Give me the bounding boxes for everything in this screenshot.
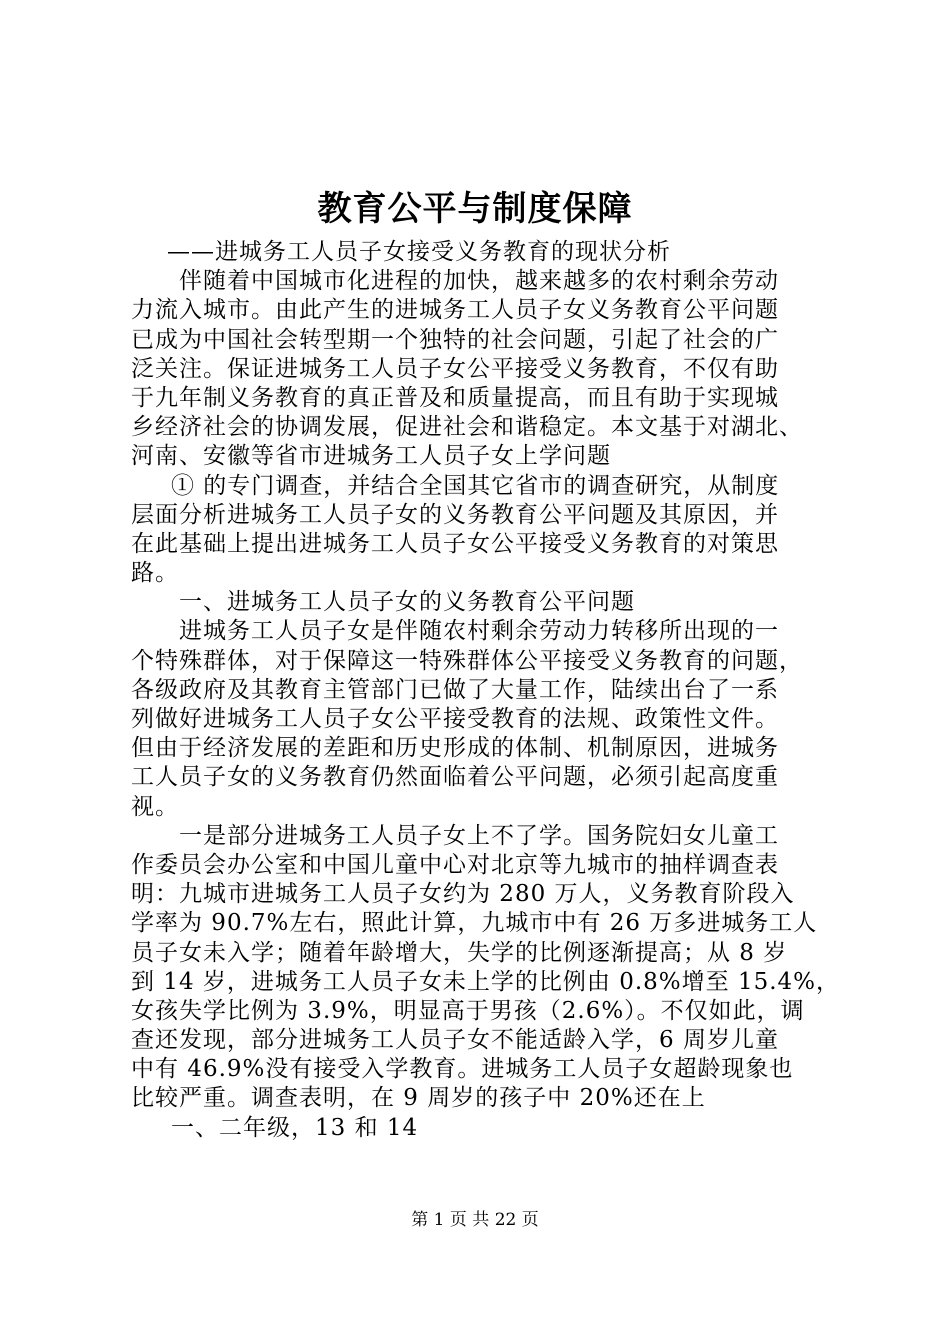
document-body (131, 238, 841, 1143)
body-line: 路。 (131, 560, 179, 587)
body-line: 泛关注。保证进城务工人员子女公平接受义务教育，不仅有助 (131, 355, 779, 382)
body-line: 查还发现，部分进城务工人员子女不能适龄入学，6 周岁儿童 (131, 1027, 779, 1054)
body-line: 到 14 岁，进城务工人员子女未上学的比例由 0.8%增至 15.4%， (131, 968, 841, 995)
body-line: 进城务工人员子女是伴随农村剩余劳动力转移所出现的一 (179, 618, 779, 645)
body-line: 在此基础上提出进城务工人员子女公平接受义务教育的对策思 (131, 530, 779, 557)
body-line: 视。 (131, 793, 179, 820)
body-line: 员子女未入学；随着年龄增大，失学的比例逐渐提高；从 8 岁 (131, 939, 788, 966)
body-line: 一、二年级，13 和 14 (171, 1114, 419, 1141)
body-line: 河南、安徽等省市进城务工人员子女上学问题 (131, 443, 611, 470)
body-line: 学率为 90.7%左右，照此计算，九城市中有 26 万多进城务工人 (131, 910, 818, 937)
body-line: 已成为中国社会转型期一个独特的社会问题，引起了社会的广 (131, 326, 779, 353)
body-line: 力流入城市。由此产生的进城务工人员子女义务教育公平问题 (131, 297, 779, 324)
body-line: 明：九城市进城务工人员子女约为 280 万人，义务教育阶段入 (131, 881, 795, 908)
document-title: 教育公平与制度保障 (317, 189, 633, 229)
body-line: 作委员会办公室和中国儿童中心对北京等九城市的抽样调查表 (131, 851, 779, 878)
body-line: 乡经济社会的协调发展，促进社会和谐稳定。本文基于对湖北、 (131, 414, 803, 441)
body-line: 于九年制义务教育的真正普及和质量提高，而且有助于实现城 (131, 384, 779, 411)
body-line: 个特殊群体，对于保障这一特殊群体公平接受义务教育的问题， (131, 647, 803, 674)
body-line: 但由于经济发展的差距和历史形成的体制、机制原因，进城务 (131, 735, 779, 762)
footnote-reference-line: ① 的专门调查，并结合全国其它省市的调查研究，从制度 (171, 472, 780, 499)
body-line: 女孩失学比例为 3.9%，明显高于男孩（2.6%）。不仅如此，调 (131, 997, 805, 1024)
section-heading: 一、进城务工人员子女的义务教育公平问题 (179, 589, 635, 616)
body-line: 工人员子女的义务教育仍然面临着公平问题，必须引起高度重 (131, 764, 779, 791)
body-line: 各级政府及其教育主管部门已做了大量工作，陆续出台了一系 (131, 676, 779, 703)
body-line: 层面分析进城务工人员子女的义务教育公平问题及其原因，并 (131, 501, 779, 528)
body-line: 比较严重。调查表明，在 9 周岁的孩子中 20%还在上 (131, 1085, 706, 1112)
body-line: 伴随着中国城市化进程的加快，越来越多的农村剩余劳动 (179, 268, 779, 295)
body-line: 中有 46.9%没有接受入学教育。进城务工人员子女超龄现象也 (131, 1056, 794, 1083)
body-line: 列做好进城务工人员子女公平接受教育的法规、政策性文件。 (131, 706, 779, 732)
body-line: 一是部分进城务工人员子女上不了学。国务院妇女儿童工 (179, 822, 779, 849)
page-footer: 第 1 页 共 22 页 (411, 1210, 539, 1230)
document-subtitle: ——进城务工人员子女接受义务教育的现状分析 (167, 239, 671, 265)
